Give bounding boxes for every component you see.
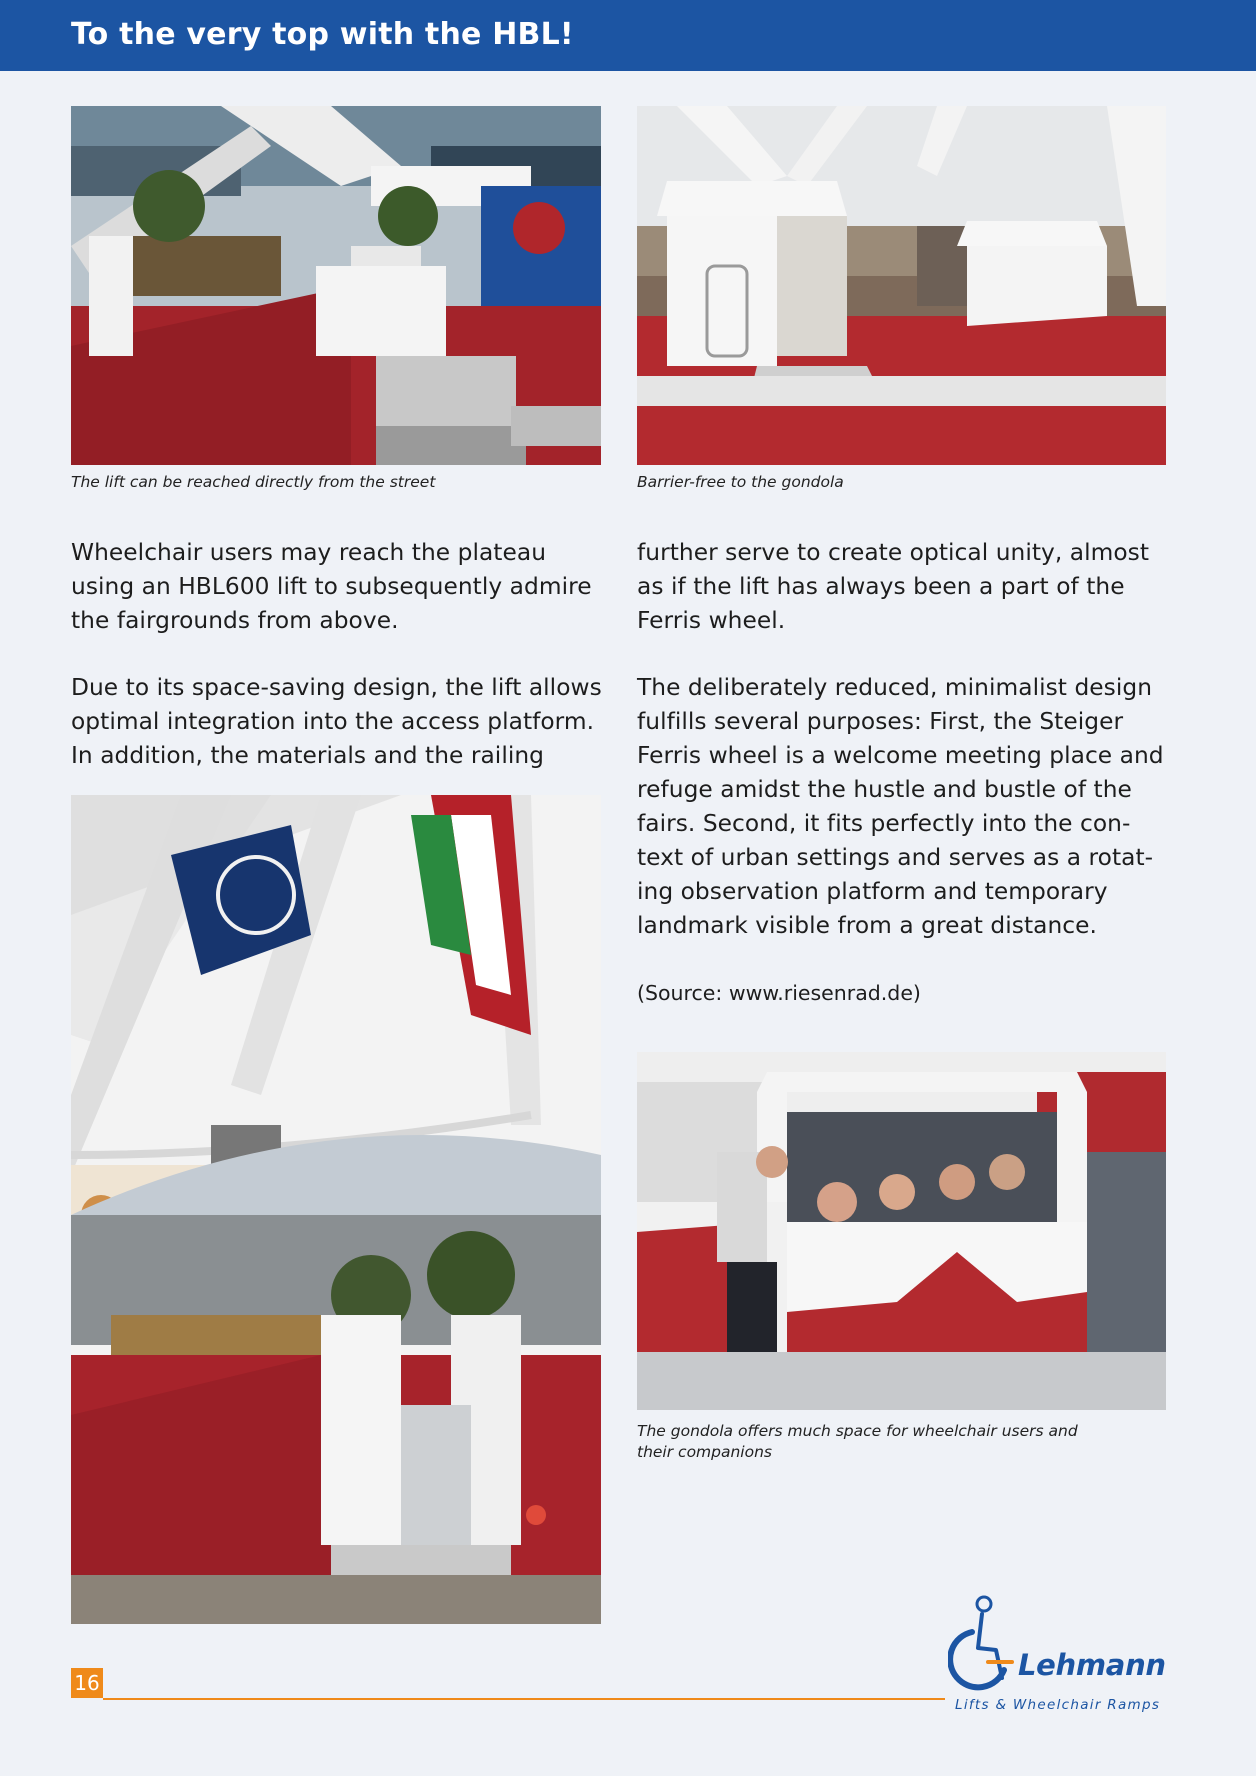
caption-gondola-space (637, 1421, 1078, 1463)
page-title: To the very top with the HBL! (71, 17, 574, 52)
text-line: In addition, the materials and the railing (71, 742, 545, 769)
wheelchair-user-icon (948, 1592, 1018, 1696)
text-line: Ferris wheel is a welcome meeting place and (637, 742, 1164, 769)
caption-gondola: Barrier-free to the gondola (637, 473, 844, 491)
caption-lift-street: The lift can be reached directly from the street (71, 473, 436, 491)
photo-lift-street (71, 106, 601, 465)
source-note: (Source: www.riesenrad.de) (637, 981, 921, 1005)
photo-gondola-barrier-free (637, 106, 1166, 465)
header-band (0, 0, 1256, 71)
text-line: Wheelchair users may reach the plateau (71, 539, 547, 566)
right-paragraph-2 (637, 671, 1164, 943)
text-line: using an HBL600 lift to subsequently admire (71, 573, 592, 600)
text-line: text of urban settings and serves as a rotat- (637, 844, 1154, 871)
text-line: landmark visible from a great distance. (637, 912, 1097, 939)
text-line: The deliberately reduced, minimalist design (637, 674, 1153, 701)
caption-line: The gondola offers much space for wheelchair users and (637, 1422, 1078, 1440)
caption-line: their companions (637, 1443, 772, 1461)
text-line: the fairgrounds from above. (71, 607, 399, 634)
left-paragraph-2 (71, 671, 602, 773)
footer-divider (103, 1698, 945, 1700)
text-line: ing observation platform and temporary (637, 878, 1108, 905)
lehmann-logo (948, 1592, 1168, 1722)
brand-name: Lehmann (1018, 1648, 1166, 1682)
photo-ferris-wheel-lift (71, 795, 601, 1624)
photo-gondola-people (637, 1052, 1166, 1410)
text-line: refuge amidst the hustle and bustle of the (637, 776, 1132, 803)
text-line: fairs. Second, it fits perfectly into the con- (637, 810, 1131, 837)
text-line: Due to its space-saving design, the lift allows (71, 674, 602, 701)
text-line: as if the lift has always been a part of the (637, 573, 1125, 600)
text-line: fulfills several purposes: First, the Steiger (637, 708, 1124, 735)
text-line: further serve to create optical unity, almost (637, 539, 1150, 566)
left-paragraph-1 (71, 536, 592, 638)
text-line: Ferris wheel. (637, 607, 786, 634)
page-number: 16 (71, 1668, 103, 1698)
text-line: optimal integration into the access platform. (71, 708, 595, 735)
right-paragraph-1 (637, 536, 1149, 638)
brand-tagline: Lifts & Wheelchair Ramps (955, 1697, 1161, 1713)
